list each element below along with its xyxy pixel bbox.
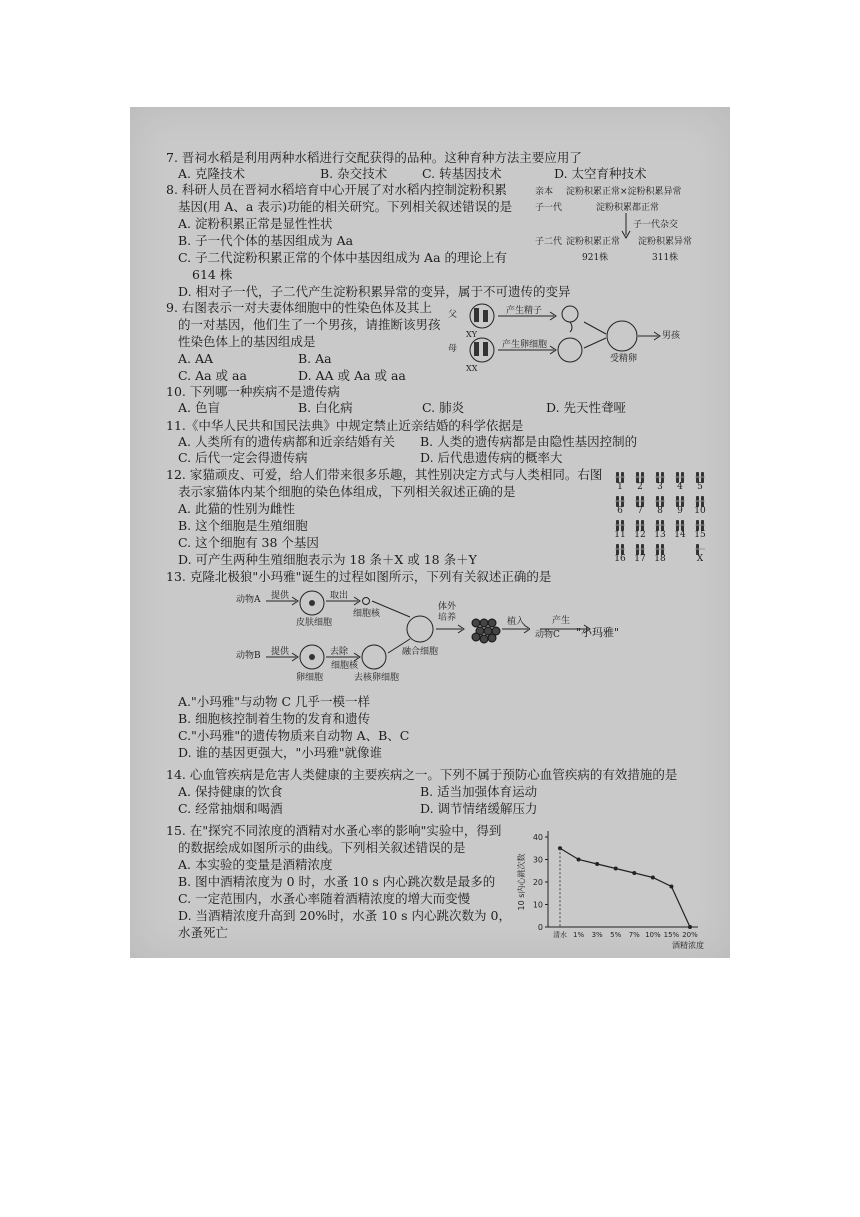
q12-option-c: C. 这个细胞有 38 个基因 [178,535,319,550]
q15-line1: 15. 在"探究不同浓度的酒精对水蚤心率的影响"实验中，得到 [166,823,502,838]
chromosome-number: 9 [677,506,683,516]
q8-option-a: A. 淀粉积累正常是显性性状 [178,216,333,231]
chromosome-pair [695,541,707,554]
chromosome-number: 3 [657,482,663,492]
x-tick-label: 10% [645,931,661,939]
q13-option-c: C."小玛雅"的遗传物质来自动物 A、B、C [178,728,410,743]
q13-animal-c: 动物C [535,630,560,640]
q14-option-c: C. 经常抽烟和喝酒 [178,801,283,816]
chromosome-number: 15 [694,530,706,540]
q13-stem: 13. 克隆北极狼"小玛雅"诞生的过程如图所示，下列有关叙述正确的是 [166,569,552,584]
q9-father-label: 父 [448,310,458,320]
chromosome-number: 7 [637,506,643,516]
q14-stem: 14. 心血管疾病是危害人类健康的主要疾病之一。下列不属于预防心血管疾病的有效措施的是 [166,767,678,782]
q11-option-a: A. 人类所有的遗传病都和近亲结婚有关 [178,434,395,449]
chromosome-number: 5 [697,482,703,492]
y-tick-label: 40 [532,833,543,842]
q8-option-c-line1: C. 子二代淀粉积累正常的个体中基因组成为 Aa 的理论上有 [178,250,507,265]
q7-stem: 7. 晋祠水稻是利用两种水稻进行交配获得的品种。这种育种方法主要应用了 [166,150,582,165]
q8-option-b: B. 子一代个体的基因组成为 Aa [178,233,354,248]
chromosome-pair [615,541,627,554]
q15-line2: 的数据绘成如图所示的曲线。下列相关叙述错误的是 [178,840,466,855]
chromosome-number: 13 [654,530,666,540]
q9-boy-label: 男孩 [662,331,681,341]
chromosome-number: 10 [694,506,706,516]
data-point [595,862,599,866]
chromosome-pair [655,517,667,530]
chromosome-pair [675,493,687,506]
chromosome-pair [655,493,667,506]
q11-option-c: C. 后代一定会得遗传病 [178,450,308,465]
chromosome-pair [615,469,627,482]
exam-paper-photo [130,107,730,958]
chromosome-number: 18 [654,554,666,564]
q13-animal-b: 动物B [236,651,261,661]
q9-mother-chrom: XX [466,364,478,373]
q9-option-d: D. AA 或 Aa 或 aa [298,368,406,383]
q11-option-d: D. 后代患遗传病的概率大 [420,450,563,465]
x-tick-label: 15% [663,931,680,939]
q13-animal-a: 动物A [236,595,261,605]
y-axis-label: 10 s内心跳次数 [517,853,526,911]
q9-option-b: B. Aa [298,351,332,366]
q8-self-cross: 子一代杂交 [633,220,679,230]
q13-enucleated-egg: 去核卵细胞 [354,673,400,683]
data-point [651,876,655,880]
q9-mother-label: 母 [448,344,458,354]
chromosome-number: 11 [614,530,626,540]
chromosome-number: 17 [634,554,646,564]
q8-f2-abnormal-count: 311株 [652,253,679,263]
data-point [669,885,673,889]
q8-option-d: D. 相对子一代，子二代产生淀粉积累异常的变异，属于不可遗传的变异 [178,284,571,299]
q12-option-b: B. 这个细胞是生殖细胞 [178,518,308,533]
q13-egg-nucleus: 细胞核 [331,661,359,671]
q8-line1: 8. 科研人员在晋祠水稻培育中心开展了对水稻内控制淀粉积累 [166,182,507,197]
chromosome-number: 8 [657,506,663,516]
q10-option-a: A. 色盲 [178,400,220,415]
chromosome-pair [695,493,707,506]
q12-line2: 表示家猫体内某个细胞的染色体组成，下列相关叙述正确的是 [178,484,516,499]
chromosome-pair [635,493,647,506]
q9-diagram-shapes [460,302,690,372]
q9-line3: 性染色体上的基因组成是 [178,334,316,349]
q11-option-b: B. 人类的遗传病都是由隐性基因控制的 [420,434,638,449]
chromosome-pair [655,541,667,554]
q7-option-c: C. 转基因技术 [422,166,502,181]
q14-option-d: D. 调节情绪缓解压力 [420,801,538,816]
q15-option-d-line1: D. 当酒精浓度升高到 20%时，水蚤 10 s 内心跳次数为 0， [178,908,511,923]
q9-option-a: A. AA [178,351,214,366]
q15-heart-rate-chart [510,819,710,949]
q12-line1: 12. 家猫顽皮、可爱，给人们带来很多乐趣，其性别决定方式与人类相同。右图 [166,467,603,482]
q13-result: "小玛雅" [576,626,620,639]
q13-provide-a: 提供 [271,591,290,601]
chromosome-pair [655,469,667,482]
q10-stem: 10. 下列哪一种疾病不是遗传病 [166,384,340,399]
q11-stem: 11.《中华人民共和国民法典》中规定禁止近亲结婚的科学依据是 [166,418,524,433]
q13-remove: 去除 [330,647,349,657]
data-point [577,858,581,862]
chromosome-pair [615,493,627,506]
q8-f2-normal-count: 921株 [582,253,609,263]
y-tick-label: 10 [532,900,543,910]
q8-option-c-line2: 614 株 [192,267,233,282]
q15-option-d-line2: 水蚤死亡 [178,925,229,940]
chromosome-number: 16 [614,554,626,564]
q9-line2: 的一对基因，他们生了一个男孩，请推断该男孩 [178,317,441,332]
q8-parent-cross: 淀粉积累正常×淀粉积累异常 [566,187,682,197]
q14-option-a: A. 保持健康的饮食 [178,784,283,799]
q13-provide-b: 提供 [271,647,290,657]
q13-culture-1: 体外 [438,602,457,612]
q8-arrow-down [620,213,632,239]
q15-option-c: C. 一定范围内，水蚤心率随着酒精浓度的增大而变慢 [178,891,471,906]
chromosome-number: 1 [617,482,623,492]
q13-implant: 植入 [507,617,526,627]
q13-produce: 产生 [552,616,571,626]
chromosome-number: 12 [634,530,646,540]
chromosome-number: X [696,554,704,564]
x-tick-label: 清水 [553,931,567,939]
chromosome-number: 2 [637,482,643,492]
q9-fertilized-egg-label: 受精卵 [610,354,638,364]
q7-option-d: D. 太空育种技术 [554,166,647,181]
q9-father-chrom: XY [466,330,477,339]
q8-f2-normal: 淀粉积累正常 [566,237,621,247]
q10-option-b: B. 白化病 [298,400,353,415]
x-tick-label: 5% [610,931,622,939]
q8-line2: 基因(用 A、a 表示)功能的相关研究。下列相关叙述错误的是 [178,199,513,214]
x-tick-label: 1% [573,931,585,939]
y-tick-label: 0 [537,923,543,932]
chromosome-number: 14 [674,530,686,540]
chromosome-pair [675,517,687,530]
data-point [632,871,636,875]
y-tick-label: 20 [532,878,543,887]
q13-skin-cell: 皮肤细胞 [296,618,333,628]
x-axis-label: 酒精浓度 [672,941,704,949]
q12-option-a: A. 此猫的性别为雌性 [178,501,295,516]
q14-option-b: B. 适当加强体育运动 [420,784,538,799]
q13-nucleus: 细胞核 [353,609,381,619]
q9-option-c: C. Aa 或 aa [178,368,247,383]
q9-egg-label: 产生卵细胞 [502,340,548,350]
q9-line1: 9. 右图表示一对夫妻体细胞中的性染色体及其上 [166,300,432,315]
q15-option-a: A. 本实验的变量是酒精浓度 [178,857,333,872]
data-point [688,925,692,929]
chromosome-pair [615,517,627,530]
q13-culture-2: 培养 [438,613,457,623]
chromosome-pair [635,517,647,530]
q13-option-a: A."小玛雅"与动物 C 几乎一模一样 [178,694,371,709]
q13-take-out: 取出 [330,591,349,601]
q15-option-b: B. 图中酒精浓度为 0 时，水蚤 10 s 内心跳次数是最多的 [178,874,496,889]
x-tick-label: 7% [628,931,640,939]
x-tick-label: 20% [682,931,698,939]
chromosome-pair [635,469,647,482]
y-tick-label: 30 [532,855,543,865]
data-point [614,867,618,871]
x-tick-label: 3% [591,931,603,939]
q13-diagram-shapes [230,587,530,687]
q8-parent-label: 亲本 [535,187,554,197]
q8-f1-label: 子一代 [535,203,563,213]
q9-sperm-label: 产生精子 [506,306,543,316]
q13-egg-cell: 卵细胞 [296,673,324,683]
q8-f2-abnormal: 淀粉积累异常 [638,237,693,247]
chromosome-pair [695,517,707,530]
q7-option-a: A. 克隆技术 [178,166,245,181]
q12-option-d: D. 可产生两种生殖细胞表示为 18 条＋X 或 18 条＋Y [178,552,477,567]
chromosome-pair [675,469,687,482]
q12-karyotype [613,469,713,567]
q13-fused-cell: 融合细胞 [402,647,439,657]
chromosome-pair [635,541,647,554]
q8-f2-label: 子二代 [535,237,563,247]
chromosome-number: 6 [617,506,623,516]
chromosome-pair [695,469,707,482]
q8-f1-value: 淀粉积累都正常 [596,203,660,213]
q13-option-b: B. 细胞核控制着生物的发育和遗传 [178,711,371,726]
q13-option-d: D. 谁的基因更强大，"小玛雅"就像谁 [178,745,383,760]
q7-option-b: B. 杂交技术 [320,166,388,181]
chromosome-number: 4 [677,482,683,492]
q10-option-d: D. 先天性聋哑 [546,400,627,415]
q10-option-c: C. 肺炎 [422,400,465,415]
